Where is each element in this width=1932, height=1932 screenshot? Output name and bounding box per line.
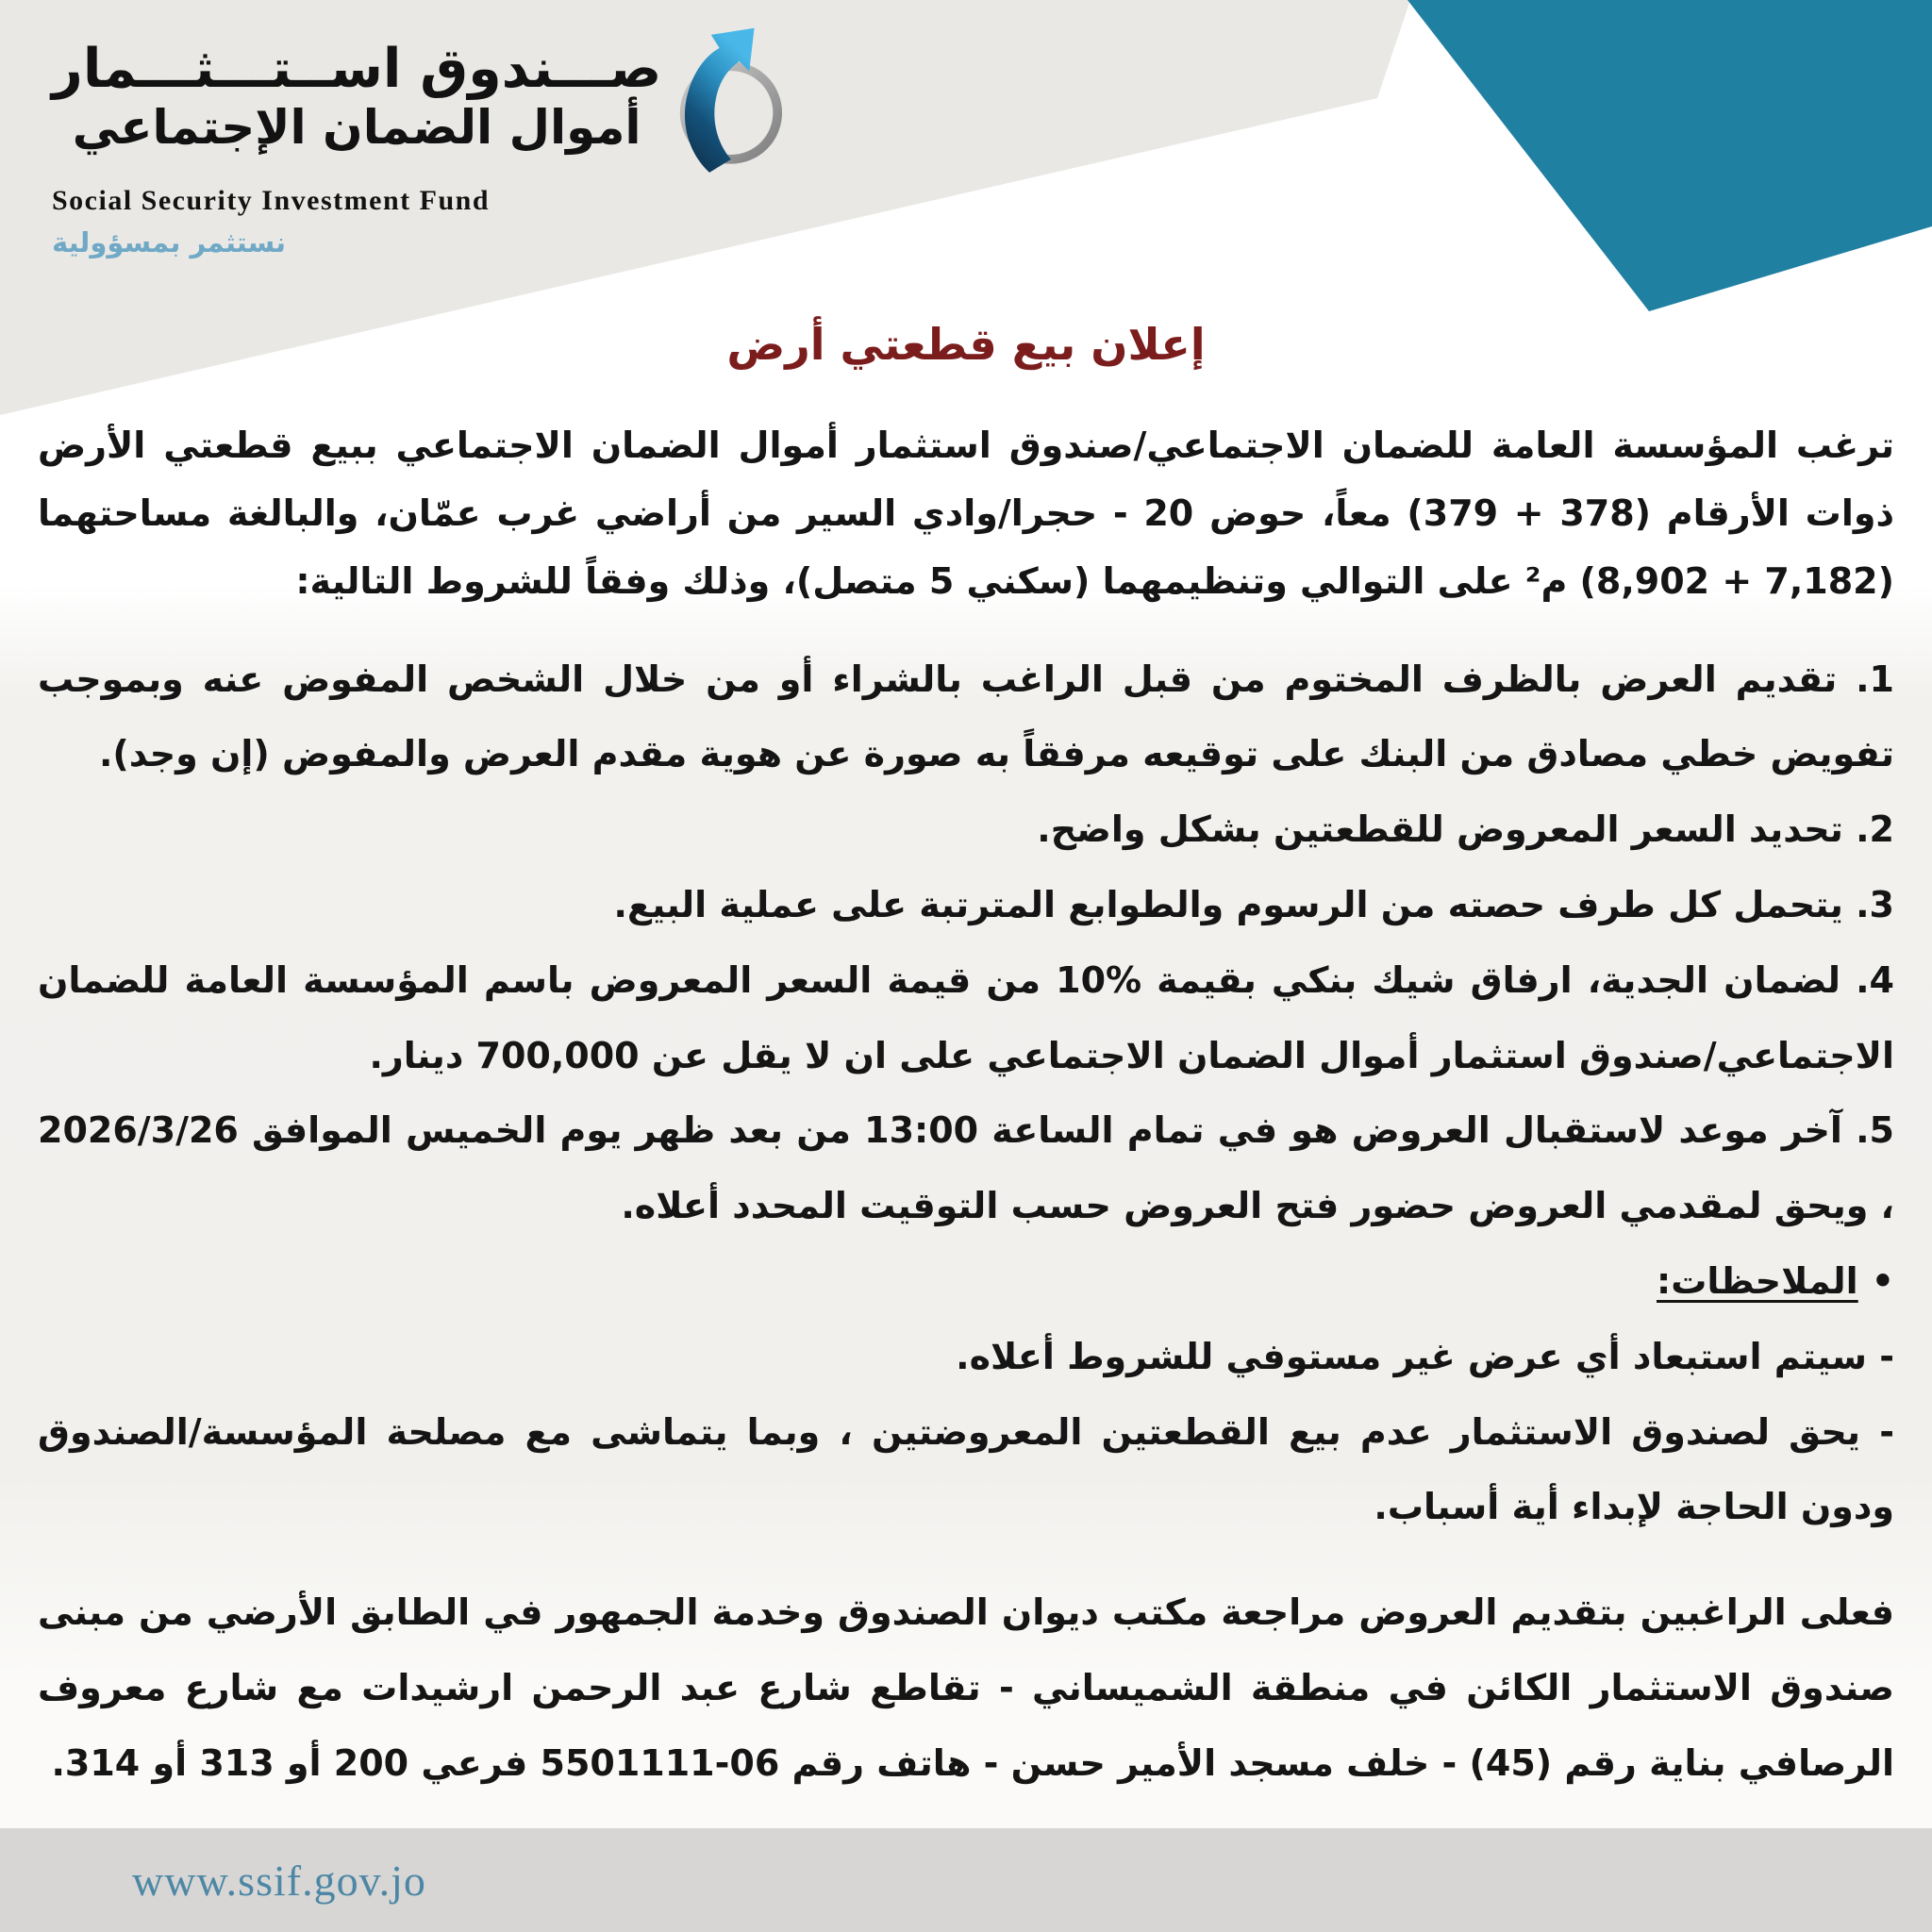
condition-item-1: 1. تقديم العرض بالظرف المختوم من قبل الراغب بالشراء أو من خلال الشخص المفوض عنه وبموجب تفويض خطي مصادق من البنك على توقيعه مرفقاً به صورة عن هوية مقدم العرض والمفوض (إن وجد).	[38, 658, 1894, 775]
logo-tagline: نستثمر بمسؤولية	[52, 226, 287, 258]
condition-item-5: 5. آخر موعد لاستقبال العروض هو في تمام الساعة 13:00 من بعد ظهر يوم الخميس الموافق 2026/3/26 ، ويحق لمقدمي العروض حضور فتح العروض حسب التوقيت المحدد أعلاه.	[38, 1109, 1894, 1227]
website-url: www.ssif.gov.jo	[132, 1856, 426, 1905]
note-item-2: - يحق لصندوق الاستثمار عدم بيع القطعتين المعروضتين ، وبما يتماشى مع مصلحة المؤسسة/الصندوق ودون الحاجة لإبداء أية أسباب.	[38, 1410, 1894, 1528]
bullet-glyph: •	[1871, 1259, 1894, 1302]
intro-paragraph: ترغب المؤسسة العامة للضمان الاجتماعي/صندوق استثمار أموال الضمان الاجتماعي ببيع قطعتي الأرض ذوات الأرقام (378 + 379) معاً، حوض 20 - حجرا/وادي السير من أراضي غرب عمّان، والبالغة مساحتهما (7,182 + 8,902) م² على التوالي وتنظيمهما (سكني 5 متصل)، وذلك وفقاً للشروط التالية:	[38, 425, 1894, 603]
notes-label: الملاحظات:	[1657, 1259, 1858, 1302]
closing-paragraph: فعلى الراغبين بتقديم العروض مراجعة مكتب ديوان الصندوق وخدمة الجمهور في الطابق الأرضي من مبنى صندوق الاستثمار الكائن في منطقة الشميساني - تقاطع شارع عبد الرحمن ارشيدات مع شارع معروف الرصافي بناية رقم (45) - خلف مسجد الأمير حسن - هاتف رقم 06-5501111 فرعي 200 أو 313 أو 314.	[38, 1591, 1894, 1784]
note-item-1: - سيتم استبعاد أي عرض غير مستوفي للشروط أعلاه.	[956, 1335, 1894, 1377]
footer-band	[0, 1828, 1932, 1932]
condition-item-2: 2. تحديد السعر المعروض للقطعتين بشكل واضح.	[1037, 808, 1894, 851]
logo-english-name: Social Security Investment Fund	[52, 185, 491, 216]
conditions-list	[38, 642, 1894, 1244]
page-title: إعلان بيع قطعتي أرض	[726, 319, 1206, 370]
notes-heading	[38, 1244, 1894, 1320]
logo-arabic-line1: صـــندوق اســتـــثـــمار	[52, 38, 662, 100]
condition-item-3: 3. يتحمل كل طرف حصته من الرسوم والطوابع المترتبة على عملية البيع.	[613, 883, 1894, 925]
logo-arabic-line2: أموال الضمان الإجتماعي	[72, 99, 641, 155]
condition-item-4: 4. لضمان الجدية، ارفاق شيك بنكي بقيمة %10 من قيمة السعر المعروض باسم المؤسسة العامة للضمان الاجتماعي/صندوق استثمار أموال الضمان الاجتماعي على ان لا يقل عن 700,000 دينار.	[38, 958, 1894, 1076]
